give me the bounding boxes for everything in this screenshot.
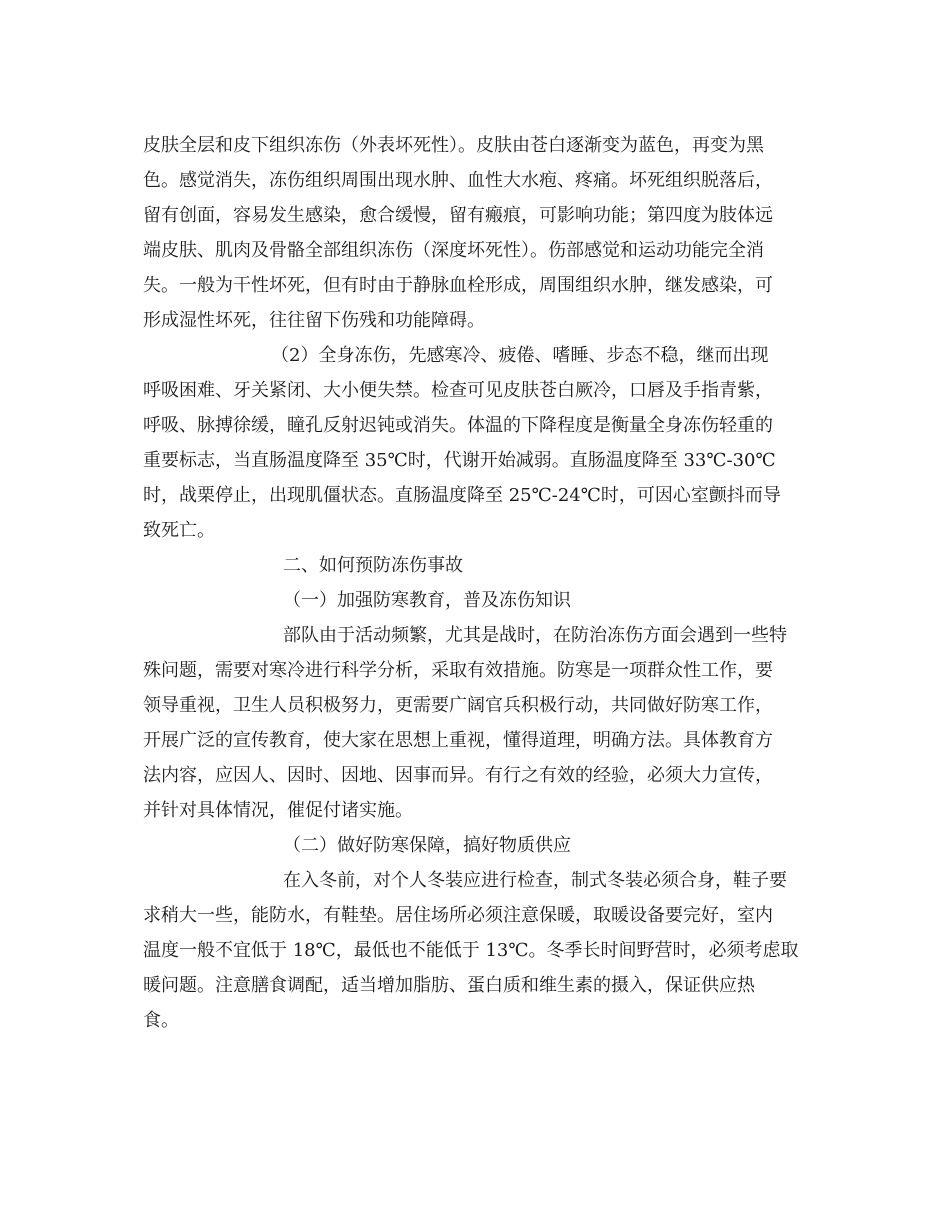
body-text — [143, 128, 813, 1038]
text-line: 形成湿性坏死，往往留下伤残和功能障碍。 — [143, 310, 485, 331]
text-line: 暖问题。注意膳食调配，适当增加脂肪、蛋白质和维生素的摄入，保证供应热 — [143, 975, 755, 996]
text-line: 温度一般不宜低于 18℃，最低也不能低于 13℃。冬季长时间野营时，必须考虑取 — [143, 940, 799, 961]
text-line: 端皮肤、肌肉及骨骼全部组织冻伤（深度坏死性）。伤部感觉和运动功能完全消 — [143, 240, 764, 261]
text-line: 开展广泛的宣传教育，使大家在思想上重视，懂得道理，明确方法。具体教育方 — [143, 730, 773, 751]
text-line: 色。感觉消失，冻伤组织周围出现水肿、血性大水疱、疼痛。坏死组织脱落后， — [143, 170, 773, 191]
text-line: 留有创面，容易发生感染，愈合缓慢，留有瘢痕，可影响功能；第四度为肢体远 — [143, 205, 773, 226]
text-line: 呼吸困难、牙关紧闭、大小便失禁。检查可见皮肤苍白厥冷，口唇及手指青紫， — [143, 380, 773, 401]
text-line: 时，战栗停止，出现肌僵状态。直肠温度降至 25℃-24℃时，可因心室颤抖而导 — [143, 485, 781, 506]
text-line: 殊问题，需要对寒冷进行科学分析，采取有效措施。防寒是一项群众性工作，要 — [143, 660, 773, 681]
text-line: （2）全身冻伤，先感寒冷、疲倦、嗜睡、步态不稳，继而出现 — [271, 345, 769, 366]
text-line: 致死亡。 — [143, 520, 215, 541]
section-heading: 二、如何预防冻伤事故 — [283, 555, 463, 576]
text-line: 并针对具体情况，催促付诸实施。 — [143, 800, 413, 821]
text-line: 食。 — [143, 1010, 179, 1031]
text-line: 领导重视，卫生人员积极努力，更需要广阔官兵积极行动，共同做好防寒工作， — [143, 695, 773, 716]
text-line: 皮肤全层和皮下组织冻伤（外表坏死性）。皮肤由苍白逐渐变为蓝色，再变为黑 — [143, 135, 764, 156]
text-line: 失。一般为干性坏死，但有时由于静脉血栓形成，周围组织水肿，继发感染，可 — [143, 275, 773, 296]
text-line: 重要标志，当直肠温度降至 35℃时，代谢开始减弱。直肠温度降至 33℃-30℃ — [143, 450, 776, 471]
text-line: 呼吸、脉搏徐缓，瞳孔反射迟钝或消失。体温的下降程度是衡量全身冻伤轻重的 — [143, 415, 773, 436]
text-line: 在入冬前，对个人冬装应进行检查，制式冬装必须合身，鞋子要 — [283, 870, 787, 891]
text-line: 求稍大一些，能防水，有鞋垫。居住场所必须注意保暖，取暖设备要完好，室内 — [143, 905, 773, 926]
subsection-heading: （二）做好防寒保障，搞好物质供应 — [283, 835, 571, 856]
text-line: 部队由于活动频繁，尤其是战时，在防治冻伤方面会遇到一些特 — [283, 625, 787, 646]
text-line: 法内容，应因人、因时、因地、因事而异。有行之有效的经验，必须大力宣传， — [143, 765, 773, 786]
subsection-heading: （一）加强防寒教育，普及冻伤知识 — [283, 590, 571, 611]
